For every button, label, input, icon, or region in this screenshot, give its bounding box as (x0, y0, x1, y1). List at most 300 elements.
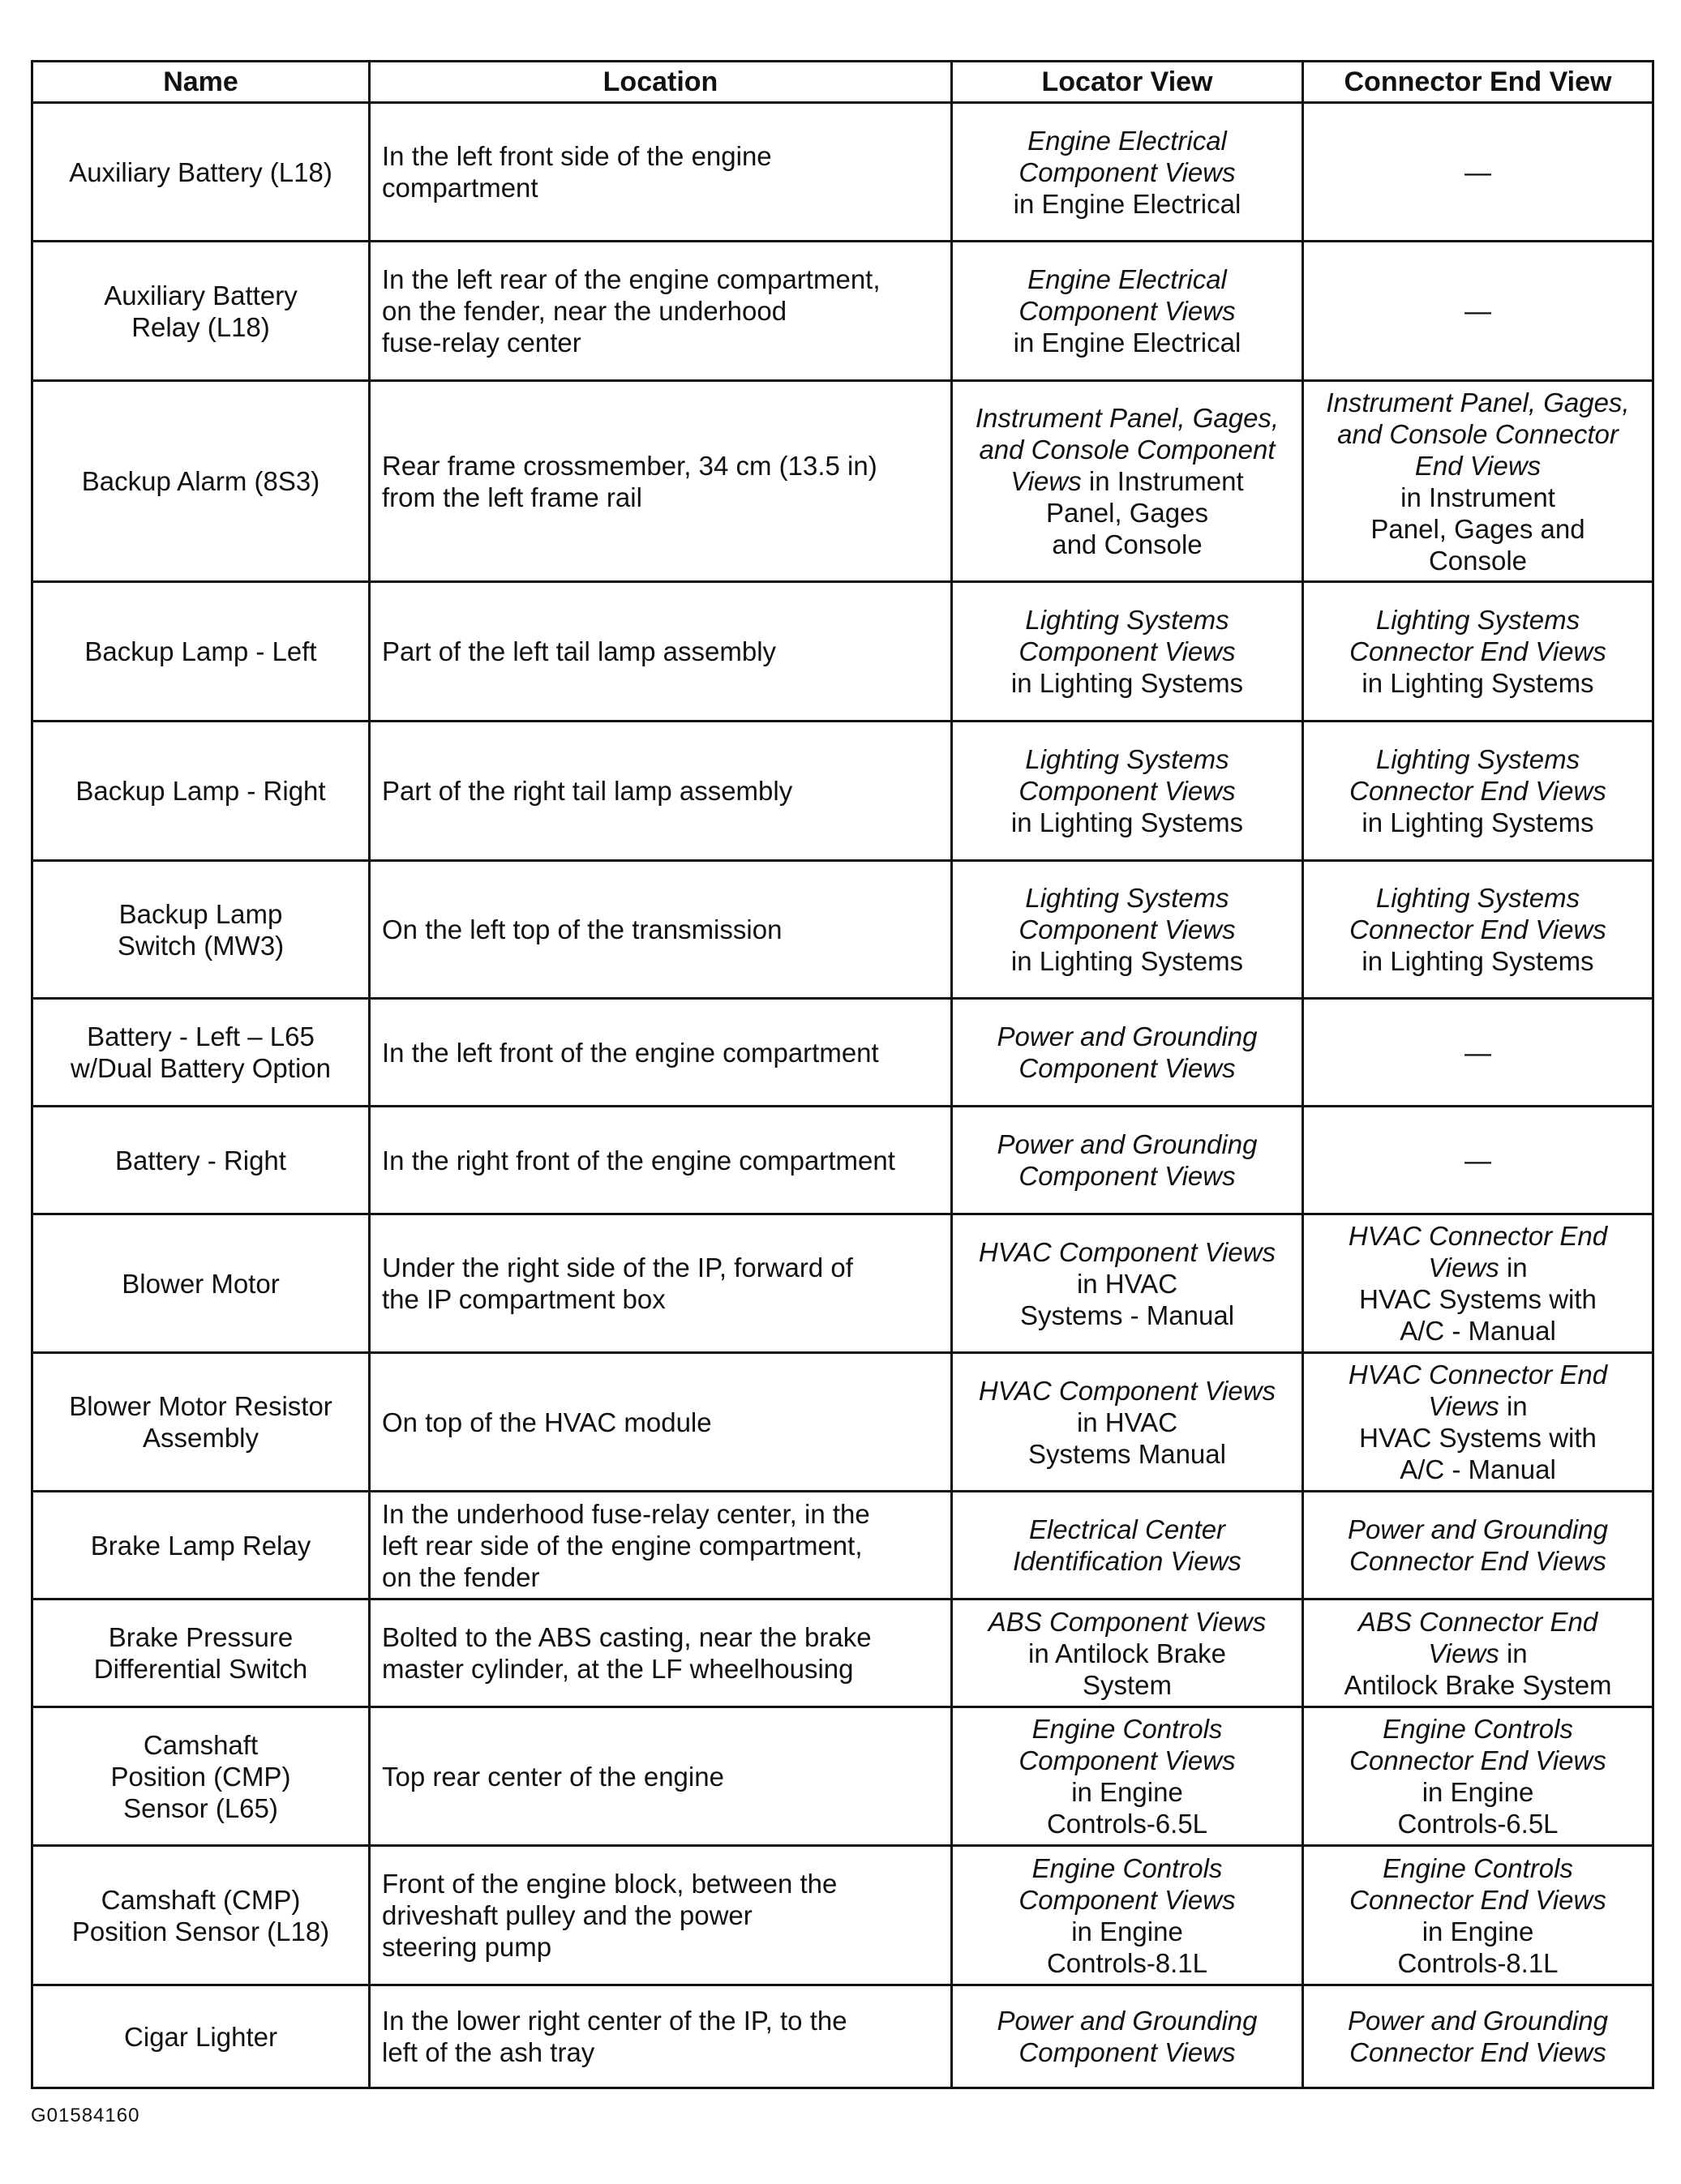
cell-connector-end-view (1303, 1214, 1653, 1353)
empty-dash: — (1464, 156, 1491, 187)
view-text-tail: in (1499, 1253, 1528, 1283)
view-text: in HVAC (1076, 1268, 1178, 1299)
cell-line: Auxiliary Battery (104, 280, 298, 310)
cell-locator-view (952, 381, 1303, 582)
cell-line (1315, 1884, 1640, 1916)
component-locator-table (31, 60, 1654, 2089)
cell-line: In the left front side of the engine (382, 141, 772, 171)
cell-name (32, 722, 370, 861)
header-row (32, 62, 1653, 103)
view-text: in Engine (1071, 1777, 1183, 1807)
cell-location (370, 722, 952, 861)
cell-locator-view (952, 1492, 1303, 1599)
cell-line (964, 465, 1290, 497)
cell-line: left of the ash tray (382, 2037, 595, 2067)
cell-line (964, 327, 1290, 358)
view-text: A/C - Manual (1400, 1454, 1556, 1484)
view-text: Panel, Gages (1046, 498, 1208, 528)
view-text: HVAC Systems with (1359, 1423, 1597, 1453)
view-text: Engine Controls (1383, 1714, 1573, 1744)
cell-line (964, 1514, 1290, 1545)
view-text: Component Views (1018, 1884, 1236, 1915)
view-text: Views (1428, 1253, 1499, 1283)
cell-name (32, 103, 370, 242)
view-text: Console (1428, 545, 1528, 576)
header-connector-end-view: Connector End View (1303, 62, 1653, 103)
view-text: Engine Electrical (1027, 125, 1227, 156)
cell-line (964, 1884, 1290, 1916)
cell-connector-end-view (1303, 999, 1653, 1107)
cell-line: Brake Lamp Relay (90, 1530, 311, 1561)
cell-line: from the left frame rail (382, 482, 642, 512)
view-text: Component Views (1018, 296, 1236, 326)
cell-line: Battery - Left – L65 (87, 1021, 315, 1051)
cell-name (32, 999, 370, 1107)
cell-line: fuse-relay center (382, 328, 581, 358)
cell-line: Sensor (L65) (123, 1792, 278, 1823)
figure-code: G01584160 (31, 2105, 140, 2126)
cell-line (964, 1160, 1290, 1192)
view-text: Electrical Center (1028, 1514, 1226, 1544)
view-text: Component Views (1018, 1161, 1236, 1191)
cell-line: Camshaft (CMP) (101, 1884, 301, 1915)
cell-line: Under the right side of the IP, forward of (382, 1253, 853, 1283)
cell-line: left rear side of the engine compartment, (382, 1530, 863, 1561)
cell-line: Front of the engine block, between the (382, 1869, 838, 1899)
header-name: Name (32, 62, 370, 103)
cell-line (964, 434, 1290, 465)
cell-line (964, 914, 1290, 945)
cell-connector-end-view (1303, 1107, 1653, 1214)
empty-dash: — (1464, 1037, 1491, 1068)
view-text: Component Views (1018, 914, 1236, 944)
view-text: and Console Component (979, 435, 1276, 465)
cell-line (1315, 1283, 1640, 1315)
view-text-tail: in (1499, 1638, 1528, 1668)
view-text: Lighting Systems (1025, 744, 1229, 774)
cell-line: Relay (L18) (131, 311, 270, 342)
cell-line (1315, 1315, 1640, 1347)
view-text: in Lighting Systems (1010, 668, 1244, 698)
view-text: in Engine Electrical (1013, 328, 1241, 358)
view-text: Engine Controls (1031, 1852, 1223, 1883)
cell-line (1315, 1145, 1640, 1176)
cell-line (964, 882, 1290, 914)
view-text-tail: in (1499, 1391, 1528, 1421)
view-text: Controls-6.5L (1397, 1809, 1559, 1839)
cell-line (1315, 450, 1640, 482)
view-text: Connector End Views (1349, 2037, 1606, 2067)
cell-location (370, 861, 952, 999)
header-location: Location (370, 62, 952, 103)
cell-line: On top of the HVAC module (382, 1407, 712, 1437)
cell-line (964, 402, 1290, 434)
cell-location (370, 1846, 952, 1985)
cell-line (964, 1052, 1290, 1084)
cell-line (964, 945, 1290, 977)
cell-line (1315, 545, 1640, 576)
cell-line (964, 807, 1290, 838)
view-text: in Engine (1071, 1916, 1183, 1946)
cell-line: Cigar Lighter (124, 2021, 277, 2052)
cell-line (1315, 1422, 1640, 1454)
view-text: Connector End Views (1349, 636, 1606, 666)
view-text: Views (1428, 1638, 1499, 1668)
cell-line (964, 1916, 1290, 1947)
cell-line (964, 156, 1290, 188)
view-text: in Engine (1422, 1777, 1534, 1807)
view-text: Controls-8.1L (1046, 1947, 1208, 1978)
view-text: in Lighting Systems (1362, 807, 1594, 837)
cell-line (1315, 667, 1640, 699)
cell-line (964, 295, 1290, 327)
cell-line (1315, 1776, 1640, 1808)
cell-line (1315, 1545, 1640, 1577)
cell-line (1315, 1916, 1640, 1947)
cell-locator-view (952, 1107, 1303, 1214)
view-text: HVAC Component Views (978, 1375, 1276, 1406)
view-text: in Antilock Brake (1028, 1638, 1226, 1668)
view-text: Systems - Manual (1019, 1300, 1235, 1330)
cell-line: Differential Switch (93, 1654, 308, 1684)
cell-line (964, 1375, 1290, 1407)
cell-line (964, 743, 1290, 775)
cell-line: master cylinder, at the LF wheelhousing (382, 1654, 854, 1684)
view-text: Connector End Views (1349, 776, 1606, 806)
cell-line: Backup Lamp (118, 898, 283, 929)
view-text: HVAC Connector End (1348, 1221, 1608, 1251)
cell-line (1315, 418, 1640, 450)
cell-line: Battery - Right (115, 1145, 286, 1176)
cell-connector-end-view (1303, 1707, 1653, 1846)
cell-line (1315, 482, 1640, 513)
cell-line (964, 263, 1290, 295)
cell-line: the IP compartment box (382, 1284, 666, 1314)
cell-line (1315, 1713, 1640, 1745)
cell-line: Position Sensor (L18) (71, 1916, 330, 1946)
cell-line (964, 1128, 1290, 1160)
cell-locator-view (952, 1985, 1303, 2088)
cell-connector-end-view (1303, 1492, 1653, 1599)
cell-line (964, 2036, 1290, 2068)
view-text: Connector End Views (1349, 1546, 1606, 1576)
cell-line (964, 1236, 1290, 1268)
view-text: Lighting Systems (1375, 605, 1580, 635)
table-row (32, 1707, 1653, 1846)
view-text: Views (1010, 466, 1082, 496)
table-row (32, 1107, 1653, 1214)
view-text: Component Views (1018, 776, 1236, 806)
view-text: HVAC Connector End (1348, 1360, 1608, 1390)
cell-locator-view (952, 999, 1303, 1107)
cell-name (32, 582, 370, 722)
cell-line: In the left front of the engine compartment (382, 1037, 879, 1068)
view-text: Views (1428, 1391, 1499, 1421)
cell-line (1315, 1514, 1640, 1545)
view-text: Controls-8.1L (1397, 1947, 1559, 1978)
view-text: Power and Grounding (997, 1129, 1258, 1159)
cell-line (964, 1407, 1290, 1438)
cell-location (370, 1492, 952, 1599)
view-text: Panel, Gages and (1370, 513, 1585, 544)
cell-line (964, 529, 1290, 560)
view-text: in Engine Electrical (1013, 188, 1241, 219)
cell-name (32, 1214, 370, 1353)
view-text: Controls-6.5L (1046, 1809, 1208, 1839)
cell-name (32, 1846, 370, 1985)
cell-line (1315, 914, 1640, 945)
cell-connector-end-view (1303, 103, 1653, 242)
cell-line (1315, 295, 1640, 327)
cell-line: Auxiliary Battery (L18) (69, 156, 332, 187)
view-text: Engine Controls (1031, 1714, 1223, 1744)
cell-location (370, 1107, 952, 1214)
view-text: Instrument Panel, Gages, (1326, 387, 1630, 418)
view-text: Lighting Systems (1025, 605, 1229, 635)
view-text: Engine Controls (1383, 1852, 1573, 1883)
cell-connector-end-view (1303, 1985, 1653, 2088)
cell-line (964, 1438, 1290, 1470)
cell-line: driveshaft pulley and the power (382, 1900, 753, 1930)
view-text: Instrument Panel, Gages, (975, 403, 1280, 433)
view-text: in Instrument (1400, 482, 1555, 512)
cell-location (370, 381, 952, 582)
cell-location (370, 1707, 952, 1846)
cell-connector-end-view (1303, 381, 1653, 582)
cell-line (964, 188, 1290, 220)
view-text-tail: in Instrument (1081, 466, 1244, 496)
cell-line: Backup Lamp - Right (75, 776, 326, 806)
cell-line: Bolted to the ABS casting, near the brake (382, 1622, 872, 1652)
cell-line (1315, 1037, 1640, 1068)
view-text: HVAC Systems with (1359, 1284, 1597, 1314)
cell-name (32, 1985, 370, 2088)
cell-line (964, 2005, 1290, 2036)
cell-location (370, 1353, 952, 1492)
view-text: Power and Grounding (1347, 1514, 1609, 1544)
view-text: Component Views (1018, 2037, 1236, 2067)
view-text: Component Views (1018, 636, 1236, 666)
empty-dash: — (1464, 1145, 1491, 1176)
cell-line (964, 604, 1290, 636)
view-text: Engine Electrical (1027, 264, 1227, 294)
view-text: Lighting Systems (1025, 883, 1229, 913)
cell-locator-view (952, 1707, 1303, 1846)
view-text: Antilock Brake System (1344, 1669, 1612, 1700)
view-text: Systems Manual (1028, 1438, 1226, 1469)
cell-line: Blower Motor Resistor (69, 1391, 332, 1421)
cell-locator-view (952, 242, 1303, 381)
view-text: and Console (1052, 529, 1203, 559)
cell-name (32, 1707, 370, 1846)
cell-connector-end-view (1303, 582, 1653, 722)
cell-locator-view (952, 1846, 1303, 1985)
cell-line (1315, 1252, 1640, 1283)
cell-location (370, 242, 952, 381)
header-locator-view: Locator View (952, 62, 1303, 103)
view-text: Identification Views (1013, 1546, 1241, 1576)
table-row (32, 1599, 1653, 1707)
cell-name (32, 1599, 370, 1707)
view-text: Connector End Views (1349, 1884, 1606, 1915)
cell-line (1315, 743, 1640, 775)
cell-locator-view (952, 861, 1303, 999)
cell-line: On the left top of the transmission (382, 914, 783, 944)
table-row (32, 582, 1653, 722)
table-row (32, 999, 1653, 1107)
view-text: Power and Grounding (1347, 2006, 1609, 2036)
view-text: Component Views (1018, 156, 1236, 187)
cell-locator-view (952, 103, 1303, 242)
cell-locator-view (952, 722, 1303, 861)
view-text: Lighting Systems (1375, 744, 1580, 774)
cell-line: Camshaft (143, 1729, 259, 1760)
cell-line: Part of the left tail lamp assembly (382, 636, 777, 666)
cell-line: Backup Alarm (8S3) (81, 466, 320, 496)
cell-line (1315, 2005, 1640, 2036)
view-text: Connector End Views (1349, 1745, 1606, 1775)
cell-line (964, 1745, 1290, 1776)
cell-line (1315, 1808, 1640, 1839)
view-text: in Lighting Systems (1362, 668, 1594, 698)
table-row (32, 1492, 1653, 1599)
cell-line (964, 636, 1290, 667)
view-text: in Engine (1422, 1916, 1534, 1946)
cell-line (964, 125, 1290, 156)
cell-name (32, 1107, 370, 1214)
cell-line (964, 1021, 1290, 1052)
cell-line (1315, 1947, 1640, 1979)
cell-line (964, 1713, 1290, 1745)
cell-line (1315, 882, 1640, 914)
view-text: in HVAC (1076, 1407, 1178, 1437)
view-text: Power and Grounding (997, 1021, 1258, 1051)
cell-line (1315, 1359, 1640, 1390)
table-row (32, 1214, 1653, 1353)
cell-line: Top rear center of the engine (382, 1761, 724, 1792)
view-text: Lighting Systems (1375, 883, 1580, 913)
table-row (32, 722, 1653, 861)
cell-line: on the fender (382, 1561, 540, 1592)
view-text: HVAC Component Views (978, 1236, 1276, 1267)
cell-line: Blower Motor (122, 1268, 280, 1299)
cell-line (964, 1545, 1290, 1577)
view-text: A/C - Manual (1400, 1316, 1556, 1346)
cell-location (370, 582, 952, 722)
cell-location (370, 1599, 952, 1707)
cell-line (964, 1606, 1290, 1638)
cell-line: Part of the right tail lamp assembly (382, 776, 793, 806)
cell-line: w/Dual Battery Option (71, 1053, 331, 1083)
view-text: in Lighting Systems (1362, 946, 1594, 976)
cell-location (370, 1985, 952, 2088)
view-text: End Views (1414, 450, 1542, 481)
cell-line: steering pump (382, 1932, 552, 1962)
view-text: System (1082, 1669, 1173, 1700)
cell-line (1315, 156, 1640, 188)
cell-name (32, 381, 370, 582)
view-text: and Console Connector (1337, 418, 1619, 449)
table-row (32, 1846, 1653, 1985)
cell-line (964, 1852, 1290, 1884)
view-text: in Lighting Systems (1010, 946, 1244, 976)
view-text: ABS Connector End (1357, 1606, 1598, 1637)
cell-locator-view (952, 1214, 1303, 1353)
cell-line: In the underhood fuse-relay center, in the (382, 1498, 870, 1529)
view-text: Component Views (1018, 1053, 1236, 1083)
cell-line (1315, 2036, 1640, 2068)
cell-location (370, 103, 952, 242)
cell-line: Position (CMP) (110, 1761, 291, 1792)
cell-connector-end-view (1303, 1846, 1653, 1985)
cell-name (32, 242, 370, 381)
cell-line: Backup Lamp - Left (84, 636, 317, 666)
view-text: Connector End Views (1349, 914, 1606, 944)
cell-locator-view (952, 582, 1303, 722)
cell-line: In the left rear of the engine compartment, (382, 264, 881, 294)
cell-line (1315, 1220, 1640, 1252)
cell-line (1315, 1454, 1640, 1485)
cell-line: Switch (MW3) (117, 930, 285, 961)
cell-line (964, 1808, 1290, 1839)
cell-line: compartment (382, 173, 538, 203)
table-row (32, 861, 1653, 999)
cell-line (1315, 604, 1640, 636)
cell-location (370, 1214, 952, 1353)
cell-locator-view (952, 1599, 1303, 1707)
table-row (32, 1353, 1653, 1492)
cell-line (1315, 1606, 1640, 1638)
cell-location (370, 999, 952, 1107)
cell-line (964, 1947, 1290, 1979)
cell-line (964, 775, 1290, 807)
cell-line (1315, 807, 1640, 838)
cell-line (964, 1268, 1290, 1300)
cell-line: on the fender, near the underhood (382, 296, 787, 326)
view-text: Component Views (1018, 1745, 1236, 1775)
cell-line (1315, 1745, 1640, 1776)
view-text: in Lighting Systems (1010, 807, 1244, 837)
cell-line (1315, 513, 1640, 545)
cell-line (964, 1638, 1290, 1669)
table-row (32, 103, 1653, 242)
cell-line (1315, 775, 1640, 807)
cell-line (964, 667, 1290, 699)
view-text: ABS Component Views (988, 1606, 1267, 1637)
cell-connector-end-view (1303, 722, 1653, 861)
table-row (32, 242, 1653, 381)
cell-line (964, 497, 1290, 529)
view-text: Power and Grounding (997, 2006, 1258, 2036)
cell-line (964, 1300, 1290, 1331)
table-row (32, 381, 1653, 582)
table-body (32, 103, 1653, 2088)
empty-dash: — (1464, 296, 1491, 326)
cell-name (32, 1353, 370, 1492)
cell-line (964, 1776, 1290, 1808)
cell-line (964, 1669, 1290, 1701)
cell-line (1315, 1390, 1640, 1422)
cell-line (1315, 1669, 1640, 1701)
table-row (32, 1985, 1653, 2088)
cell-line (1315, 1852, 1640, 1884)
cell-connector-end-view (1303, 861, 1653, 999)
cell-line: Assembly (142, 1423, 259, 1453)
cell-connector-end-view (1303, 1353, 1653, 1492)
cell-line: In the lower right center of the IP, to the (382, 2006, 847, 2036)
cell-locator-view (952, 1353, 1303, 1492)
cell-connector-end-view (1303, 1599, 1653, 1707)
